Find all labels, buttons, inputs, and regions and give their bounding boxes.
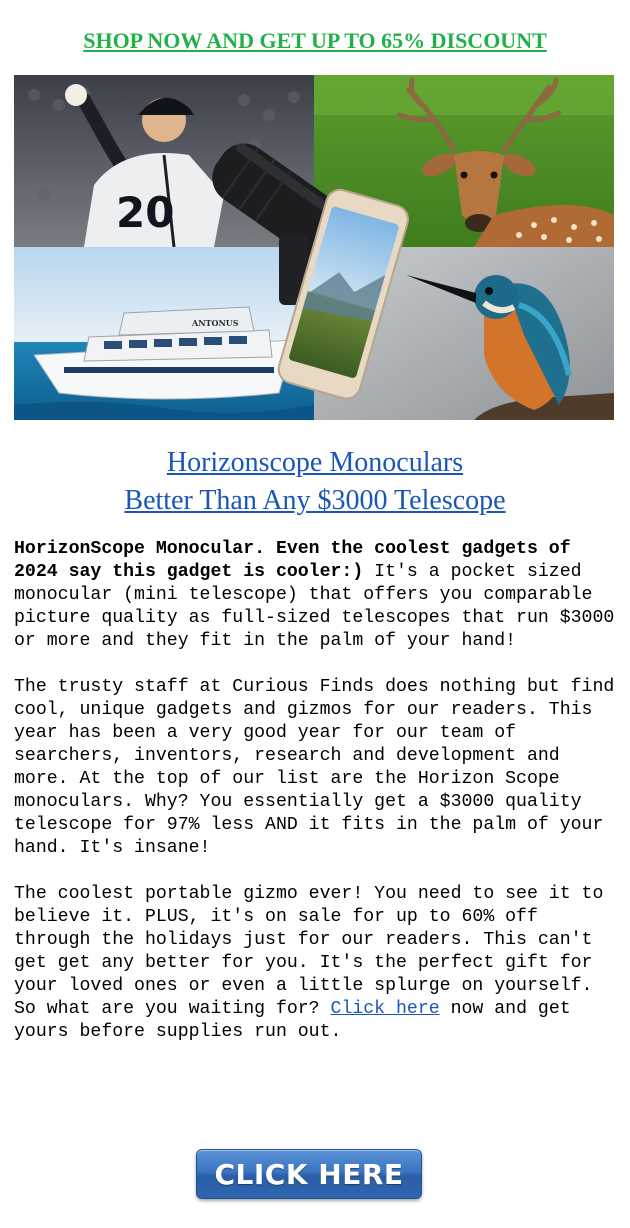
top-banner [0,26,630,56]
paragraph-3-end: now and get yours before supplies run out. [14,999,571,1042]
hero-collage [14,75,614,420]
headline-link-line1[interactable]: Horizonscope Monoculars [166,447,464,478]
jersey-number: 20 [116,188,175,237]
intro-text: It's a pocket sized monocular (mini telescope) that offers you comparable picture quality as full-sized telescopes that run $3000 or more and they fit in the palm of your hand! [14,562,615,651]
boat-name: ANTONUS [192,318,239,328]
click-here-button[interactable]: CLICK HERE [196,1149,422,1199]
paragraph-3-text: The coolest portable gizmo ever! You need to see it to believe it. PLUS, it's on sale for up to 60% off through the holidays just for our readers. This can't get get any better for you. It's the perfect gift for your loved ones or even a little splurge on yourself. So what are you waiting for? [14,884,604,1019]
paragraph-2: The trusty staff at Curious Finds does nothing but find cool, unique gadgets and gizmos for our readers. This year has been a very good year for our team of searchers, inventors, research and development and more. At the top of our list are the Horizon Scope monoculars. Why? You essentially get a $3000 quality telescope for 97% less AND it fits in the palm of your hand. It's insane! [14,677,615,858]
intro-bold-text: HorizonScope Monocular. Even the coolest gadgets of 2024 say this gadget is cooler:) [14,539,571,582]
shop-now-link[interactable]: SHOP NOW AND GET UP TO 65% DISCOUNT [83,28,547,53]
click-here-link[interactable]: Click here [330,999,440,1019]
headline-link-line2[interactable]: Better Than Any $3000 Telescope [124,485,506,516]
paragraph-3 [14,883,618,1044]
yacht-photo [14,247,314,420]
headline [0,444,630,520]
paragraph-1 [14,538,618,653]
hero-image[interactable] [14,75,614,420]
article-body [14,538,618,1067]
